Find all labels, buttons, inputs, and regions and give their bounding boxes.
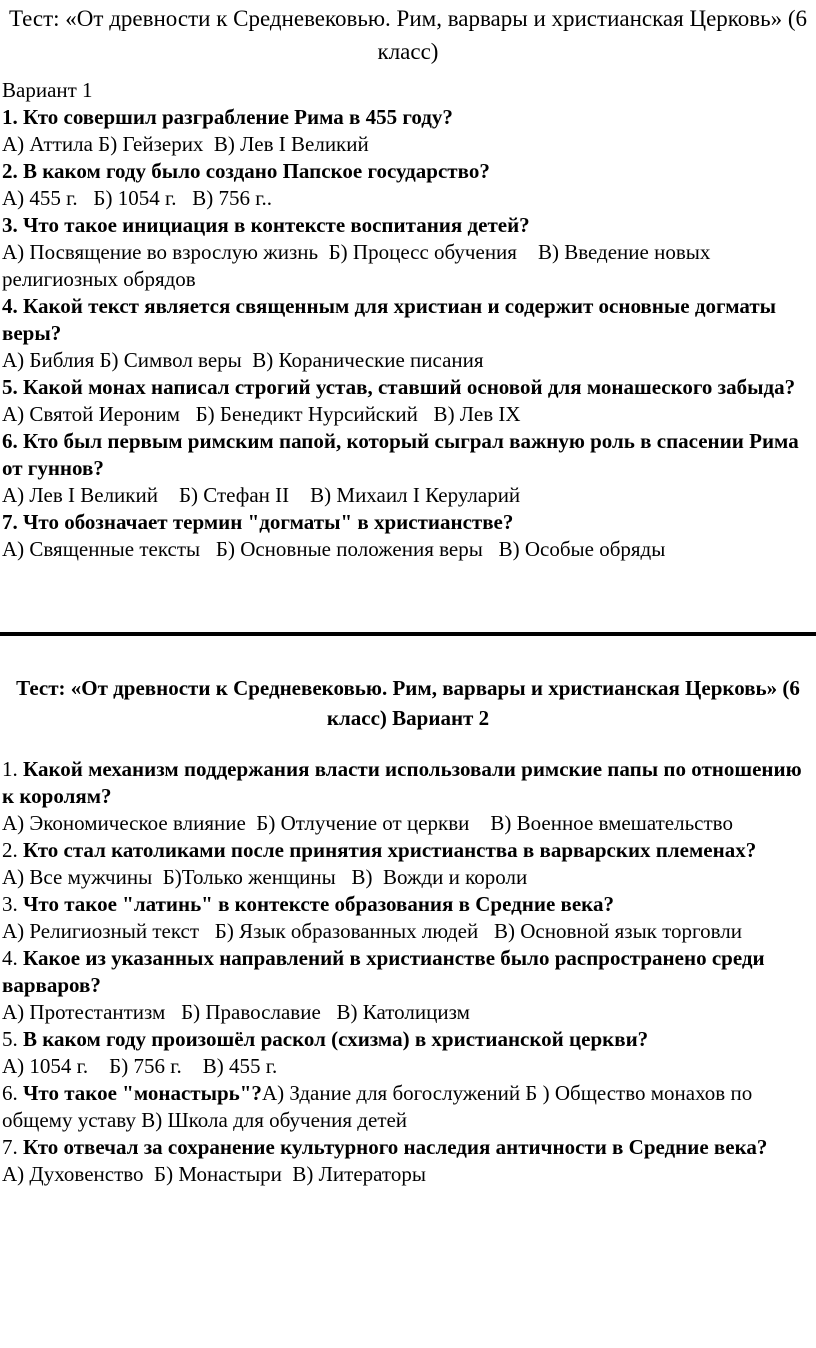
- question-line: [2, 891, 810, 918]
- answer-options: А) Священные тексты Б) Основные положения веры В) Особые обряды: [2, 537, 666, 561]
- answer-options: А) Экономическое влияние Б) Отлучение от церкви В) Военное вмешательство: [2, 811, 733, 835]
- question-item: [2, 945, 810, 1026]
- answer-options: А) Религиозный текст Б) Язык образованных людей В) Основной язык торговли: [2, 919, 742, 943]
- question-line: [2, 1134, 810, 1161]
- question-text: 7. Что обозначает термин "догматы" в христианстве?: [2, 510, 514, 534]
- question-text: Что такое "латинь" в контексте образования в Средние века?: [23, 892, 614, 916]
- answer-options: А) Святой Иероним Б) Бенедикт Нурсийский В) Лев IX: [2, 402, 521, 426]
- question-item: [2, 212, 810, 293]
- question-number: 5.: [2, 1027, 23, 1051]
- answer-options: А) 1054 г. Б) 756 г. В) 455 г.: [2, 1054, 278, 1078]
- question-item: [2, 756, 810, 837]
- question-item: [2, 1026, 810, 1080]
- answer-options: А) Аттила Б) Гейзерих В) Лев I Великий: [2, 132, 369, 156]
- question-number: 2.: [2, 838, 23, 862]
- question-item: [2, 158, 810, 212]
- test1-variant: Вариант 1: [2, 78, 93, 102]
- test2-title: Тест: «От древности к Средневековью. Рим, варвары и христианская Церковь» (6 класс) Вариант 2: [16, 676, 800, 730]
- question-text: Что такое "монастырь"?: [23, 1081, 262, 1105]
- question-text: В каком году произошёл раскол (схизма) в христианской церкви?: [23, 1027, 649, 1051]
- question-number: 6.: [2, 1081, 23, 1105]
- answer-options: А) 455 г. Б) 1054 г. В) 756 г..: [2, 186, 272, 210]
- answer-options: А) Лев I Великий Б) Стефан II В) Михаил I Керуларий: [2, 483, 521, 507]
- question-item: [2, 891, 810, 945]
- question-item: [2, 509, 810, 563]
- question-item: [2, 1080, 810, 1134]
- question-item: [2, 1134, 810, 1188]
- question-text: 3. Что такое инициация в контексте воспитания детей?: [2, 213, 530, 237]
- question-item: [2, 293, 810, 374]
- question-number: 1.: [2, 757, 23, 781]
- test1-title: Тест: «От древности к Средневековью. Рим, варвары и христианская Церковь» (6 класс): [8, 6, 808, 64]
- question-number: 4.: [2, 946, 23, 970]
- question-line: [2, 1026, 810, 1053]
- question-text: 5. Какой монах написал строгий устав, ставший основой для монашеского забыда?: [2, 375, 796, 399]
- question-text: 2. В каком году было создано Папское государство?: [2, 159, 490, 183]
- test1-questions: [2, 104, 810, 563]
- answer-options: А) Посвящение во взрослую жизнь Б) Процесс обучения В) Введение новых религиозных обрядов: [2, 240, 716, 291]
- question-line: [2, 1080, 810, 1134]
- question-text: Кто стал католиками после принятия христианства в варварских племенах?: [23, 838, 757, 862]
- question-text: Какое из указанных направлений в христианстве было распространено среди варваров?: [2, 946, 765, 997]
- question-text: 1. Кто совершил разграбление Рима в 455 году?: [2, 105, 453, 129]
- question-number: 3.: [2, 892, 23, 916]
- question-line: [2, 837, 810, 864]
- test2-questions: [2, 756, 810, 1188]
- question-text: Какой механизм поддержания власти использовали римские папы по отношению к королям?: [2, 757, 802, 808]
- section-divider: [0, 632, 816, 636]
- answer-options: А) Здание для богослужений Б ) Общество монахов по общему уставу В) Школа для обучения детей: [2, 1081, 753, 1132]
- question-line: [2, 756, 810, 810]
- question-item: [2, 837, 810, 891]
- answer-options: А) Духовенство Б) Монастыри В) Литераторы: [2, 1162, 426, 1186]
- question-line: [2, 945, 810, 999]
- question-text: 4. Какой текст является священным для христиан и содержит основные догматы веры?: [2, 294, 777, 345]
- answer-options: А) Все мужчины Б)Только женщины В) Вожди и короли: [2, 865, 528, 889]
- question-item: [2, 428, 810, 509]
- answer-options: А) Библия Б) Символ веры В) Коранические писания: [2, 348, 484, 372]
- question-item: [2, 374, 810, 428]
- question-item: [2, 104, 810, 158]
- answer-options: А) Протестантизм Б) Православие В) Католицизм: [2, 1000, 470, 1024]
- question-text: 6. Кто был первым римским папой, который сыграл важную роль в спасении Рима от гуннов?: [2, 429, 799, 480]
- question-text: Кто отвечал за сохранение культурного наследия античности в Средние века?: [23, 1135, 768, 1159]
- question-number: 7.: [2, 1135, 23, 1159]
